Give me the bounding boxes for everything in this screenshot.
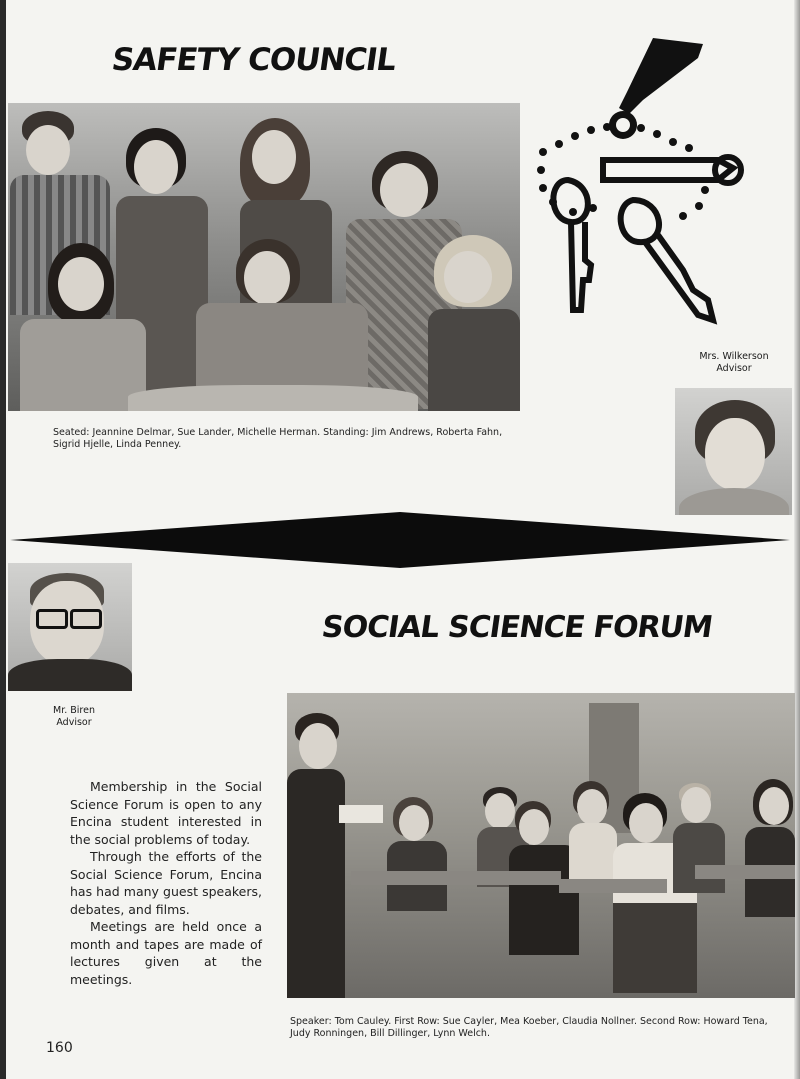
forum-description [70, 778, 262, 988]
advisor-name: Mr. Biren [53, 705, 95, 716]
advisor-role: Advisor [716, 363, 752, 374]
page-binding-edge [0, 0, 6, 1079]
advisor-role: Advisor [56, 717, 92, 728]
advisor-portrait-wilkerson [675, 388, 792, 515]
safety-council-group-photo [8, 103, 520, 411]
page-number: 160 [46, 1040, 73, 1056]
keys-illustration [533, 30, 748, 335]
social-science-forum-photo [287, 693, 795, 998]
paragraph: Meetings are held once a month and tapes are made of lectures given at the meetings. [70, 919, 262, 987]
paragraph: Through the efforts of the Social Science Forum, Encina has had many guest speakers, debates, and films. [70, 849, 262, 917]
social-science-forum-title: SOCIAL SCIENCE FORUM [319, 610, 715, 645]
table-surface [128, 385, 418, 411]
social-science-forum-caption: Speaker: Tom Cauley. First Row: Sue Cayler, Mea Koeber, Claudia Nollner. Second Row: Howard Tena, Judy Ronningen, Bill Dillinger, Lynn Welch. [290, 1016, 768, 1039]
safety-council-title: SAFETY COUNCIL [109, 42, 398, 78]
advisor-portrait-biren [8, 563, 132, 691]
safety-council-caption: Seated: Jeannine Delmar, Sue Lander, Michelle Herman. Standing: Jim Andrews, Roberta Fahn, Sigrid Hjelle, Linda Penney. [53, 427, 503, 450]
diamond-divider [10, 512, 790, 568]
paragraph: Membership in the Social Science Forum is open to any Encina student interested in the social problems of today. [70, 779, 262, 847]
student-desk [559, 879, 667, 893]
advisor-name: Mrs. Wilkerson [699, 351, 769, 362]
student-desk [351, 871, 461, 885]
student-desk [695, 865, 795, 879]
advisor-label-wilkerson [680, 351, 788, 375]
speaker-papers [339, 805, 383, 823]
student-desk [457, 871, 561, 885]
advisor-label-biren [20, 705, 128, 729]
